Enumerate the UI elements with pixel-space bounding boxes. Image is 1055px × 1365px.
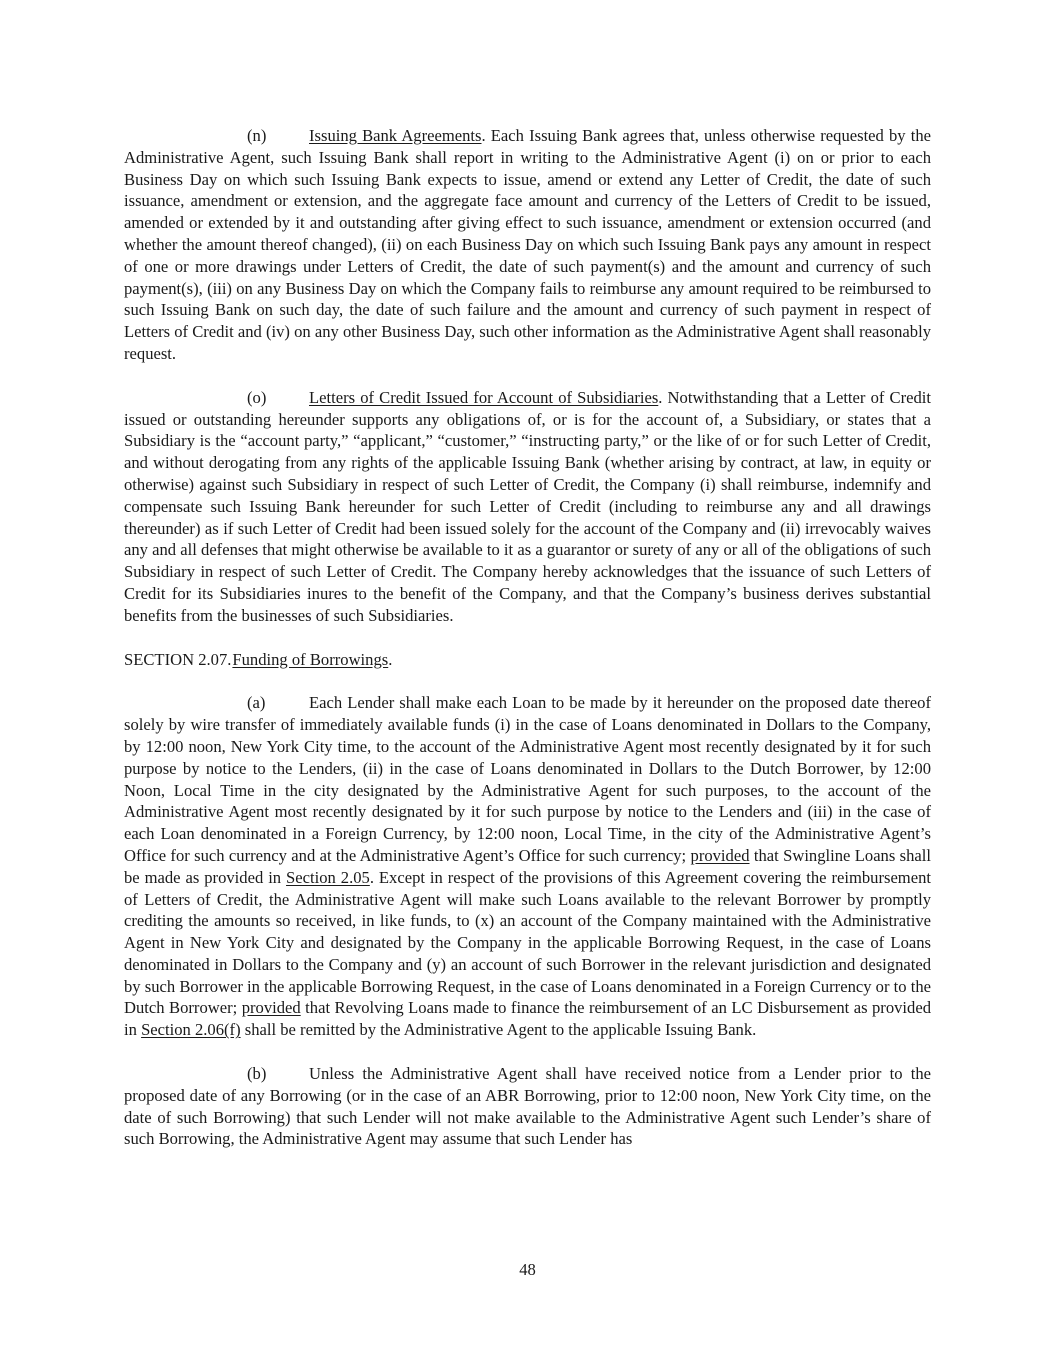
paragraph-o [124,387,931,627]
section-title: Funding of Borrowings [232,649,389,669]
paragraph-a-text-2: that Swingline Loans shall be made as provided in [124,845,932,887]
paragraph-a-text-5: shall be remitted by the Administrative Agent to the applicable Issuing Bank. [240,1020,757,1040]
paragraph-n [124,125,931,365]
paragraph-a-label: (a) [247,693,266,713]
paragraph-o-text: . Notwithstanding that a Letter of Credit issued or outstanding hereunder supports any obligations of, or is for the account of, a Subsidiary, or states that a Subsidiary is the “account party,” “applicant,” “customer,” “instructing party,” or the like of or for such Letter of Credit, and without derogating from any rights of the applicable Issuing Bank (whether arising by contract, at law, in equity or otherwise) against such Subsidiary in respect of such Letter of Credit, the Company (i) shall reimburse, indemnify and compensate such Issuing Bank hereunder for such Letter of Credit (including to reimburse any and all drawings thereunder) as if such Letter of Credit had been issued solely for the account of the Company and (ii) irrevocably waives any and all defenses that might otherwise be available to it as a guarantor or surety of any or all of the obligations of such Subsidiary in respect of such Letter of Credit. The Company hereby acknowledges that the issuance of such Letters of Credit for its Subsidiaries inures to the benefit of the Company, and that the Company’s business derives substantial benefits from the businesses of such Subsidiaries. [124,387,931,625]
paragraph-a-text-3: . Except in respect of the provisions of this Agreement covering the reimbursement of Letters of Credit, the Administrative Agent will make such Loans available to the relevant Borrower by promptly crediting the amounts so received, in like funds, to (x) an account of the Company maintained with the Administrative Agent in New York City and designated by the Company in the applicable Borrowing Request, in the case of Loans denominated in Dollars to the Company and (y) an account of such Borrower in the relevant jurisdiction and designated by such Borrower in the applicable Borrowing Request, in the case of Loans denominated in a Foreign Currency or to the Dutch Borrower; [124,867,931,1018]
section-reference-2-05: Section 2.05 [286,867,370,887]
paragraph-a-text-4: that Revolving Loans made to finance the reimbursement of an LC Disbursement as provided in [124,998,931,1040]
paragraph-n-label: (n) [247,126,267,145]
paragraph-o-label: (o) [247,387,267,407]
paragraph-b [124,1063,931,1150]
section-reference-2-06f: Section 2.06(f) [141,1020,241,1040]
provided-term-1: provided [690,845,750,865]
paragraph-n-text: . Each Issuing Bank agrees that, unless otherwise requested by the Administrative Agent, such Issuing Bank shall report in writing to the Administrative Agent (i) on or prior to each Business Day on which such Issuing Bank expects to issue, amend or extend any Letter of Credit, the date of such issuance, amendment or extension, and the aggregate face amount and currency of the Letters of Credit to be issued, amended or extended by it and outstanding after giving effect to such issuance, amendment or extension occurred (and whether the amount thereof changed), (ii) on each Business Day on which such Issuing Bank pays any amount in respect of one or more drawings under Letters of Credit, the date of such payment(s) and the amount and currency of such payment(s), (iii) on any Business Day on which the Company fails to reimburse any amount required to be reimbursed to such Issuing Bank on such day, the date of such failure and the amount and currency of such payment in respect of Letters of Credit and (iv) on any other Business Day, such other information as the Administrative Agent shall reasonably request. [124,126,931,363]
paragraph-b-label: (b) [247,1064,267,1084]
document-body [124,125,931,1172]
paragraph-n-heading: Issuing Bank Agreements [309,126,482,145]
page-number: 48 [519,1260,536,1279]
paragraph-a [124,692,931,1041]
provided-term-2: provided [241,998,301,1018]
section-period: . [388,649,393,669]
section-heading-2-07 [124,649,931,671]
paragraph-a-text-1: Each Lender shall make each Loan to be made by it hereunder on the proposed date thereof solely by wire transfer of immediately available funds (i) in the case of Loans denominated in Dollars to the Company, by 12:00 noon, New York City time, to the account of the Administrative Agent most recently designated by it for such purpose by notice to the Lenders, (ii) in the case of Loans denominated in Dollars to the Dutch Borrower, by 12:00 Noon, Local Time in the city designated by the Administrative Agent for such purposes, to the account of the Administrative Agent most recently designated by it for such purpose by notice to the Lenders and (iii) in the case of each Loan denominated in a Foreign Currency, by 12:00 noon, Local Time, in the city of the Administrative Agent’s Office for such currency and at the Administrative Agent’s Office for such currency; [124,693,931,865]
paragraph-o-heading: Letters of Credit Issued for Account of Subsidiaries [309,387,659,407]
section-number: SECTION 2.07. [124,649,232,669]
paragraph-b-text: Unless the Administrative Agent shall have received notice from a Lender prior to the proposed date of any Borrowing (or in the case of an ABR Borrowing, prior to 12:00 noon, New York City time, on the date of such Borrowing) that such Lender will not make available to the Administrative Agent such Lender’s share of such Borrowing, the Administrative Agent may assume that such Lender has [124,1064,931,1149]
